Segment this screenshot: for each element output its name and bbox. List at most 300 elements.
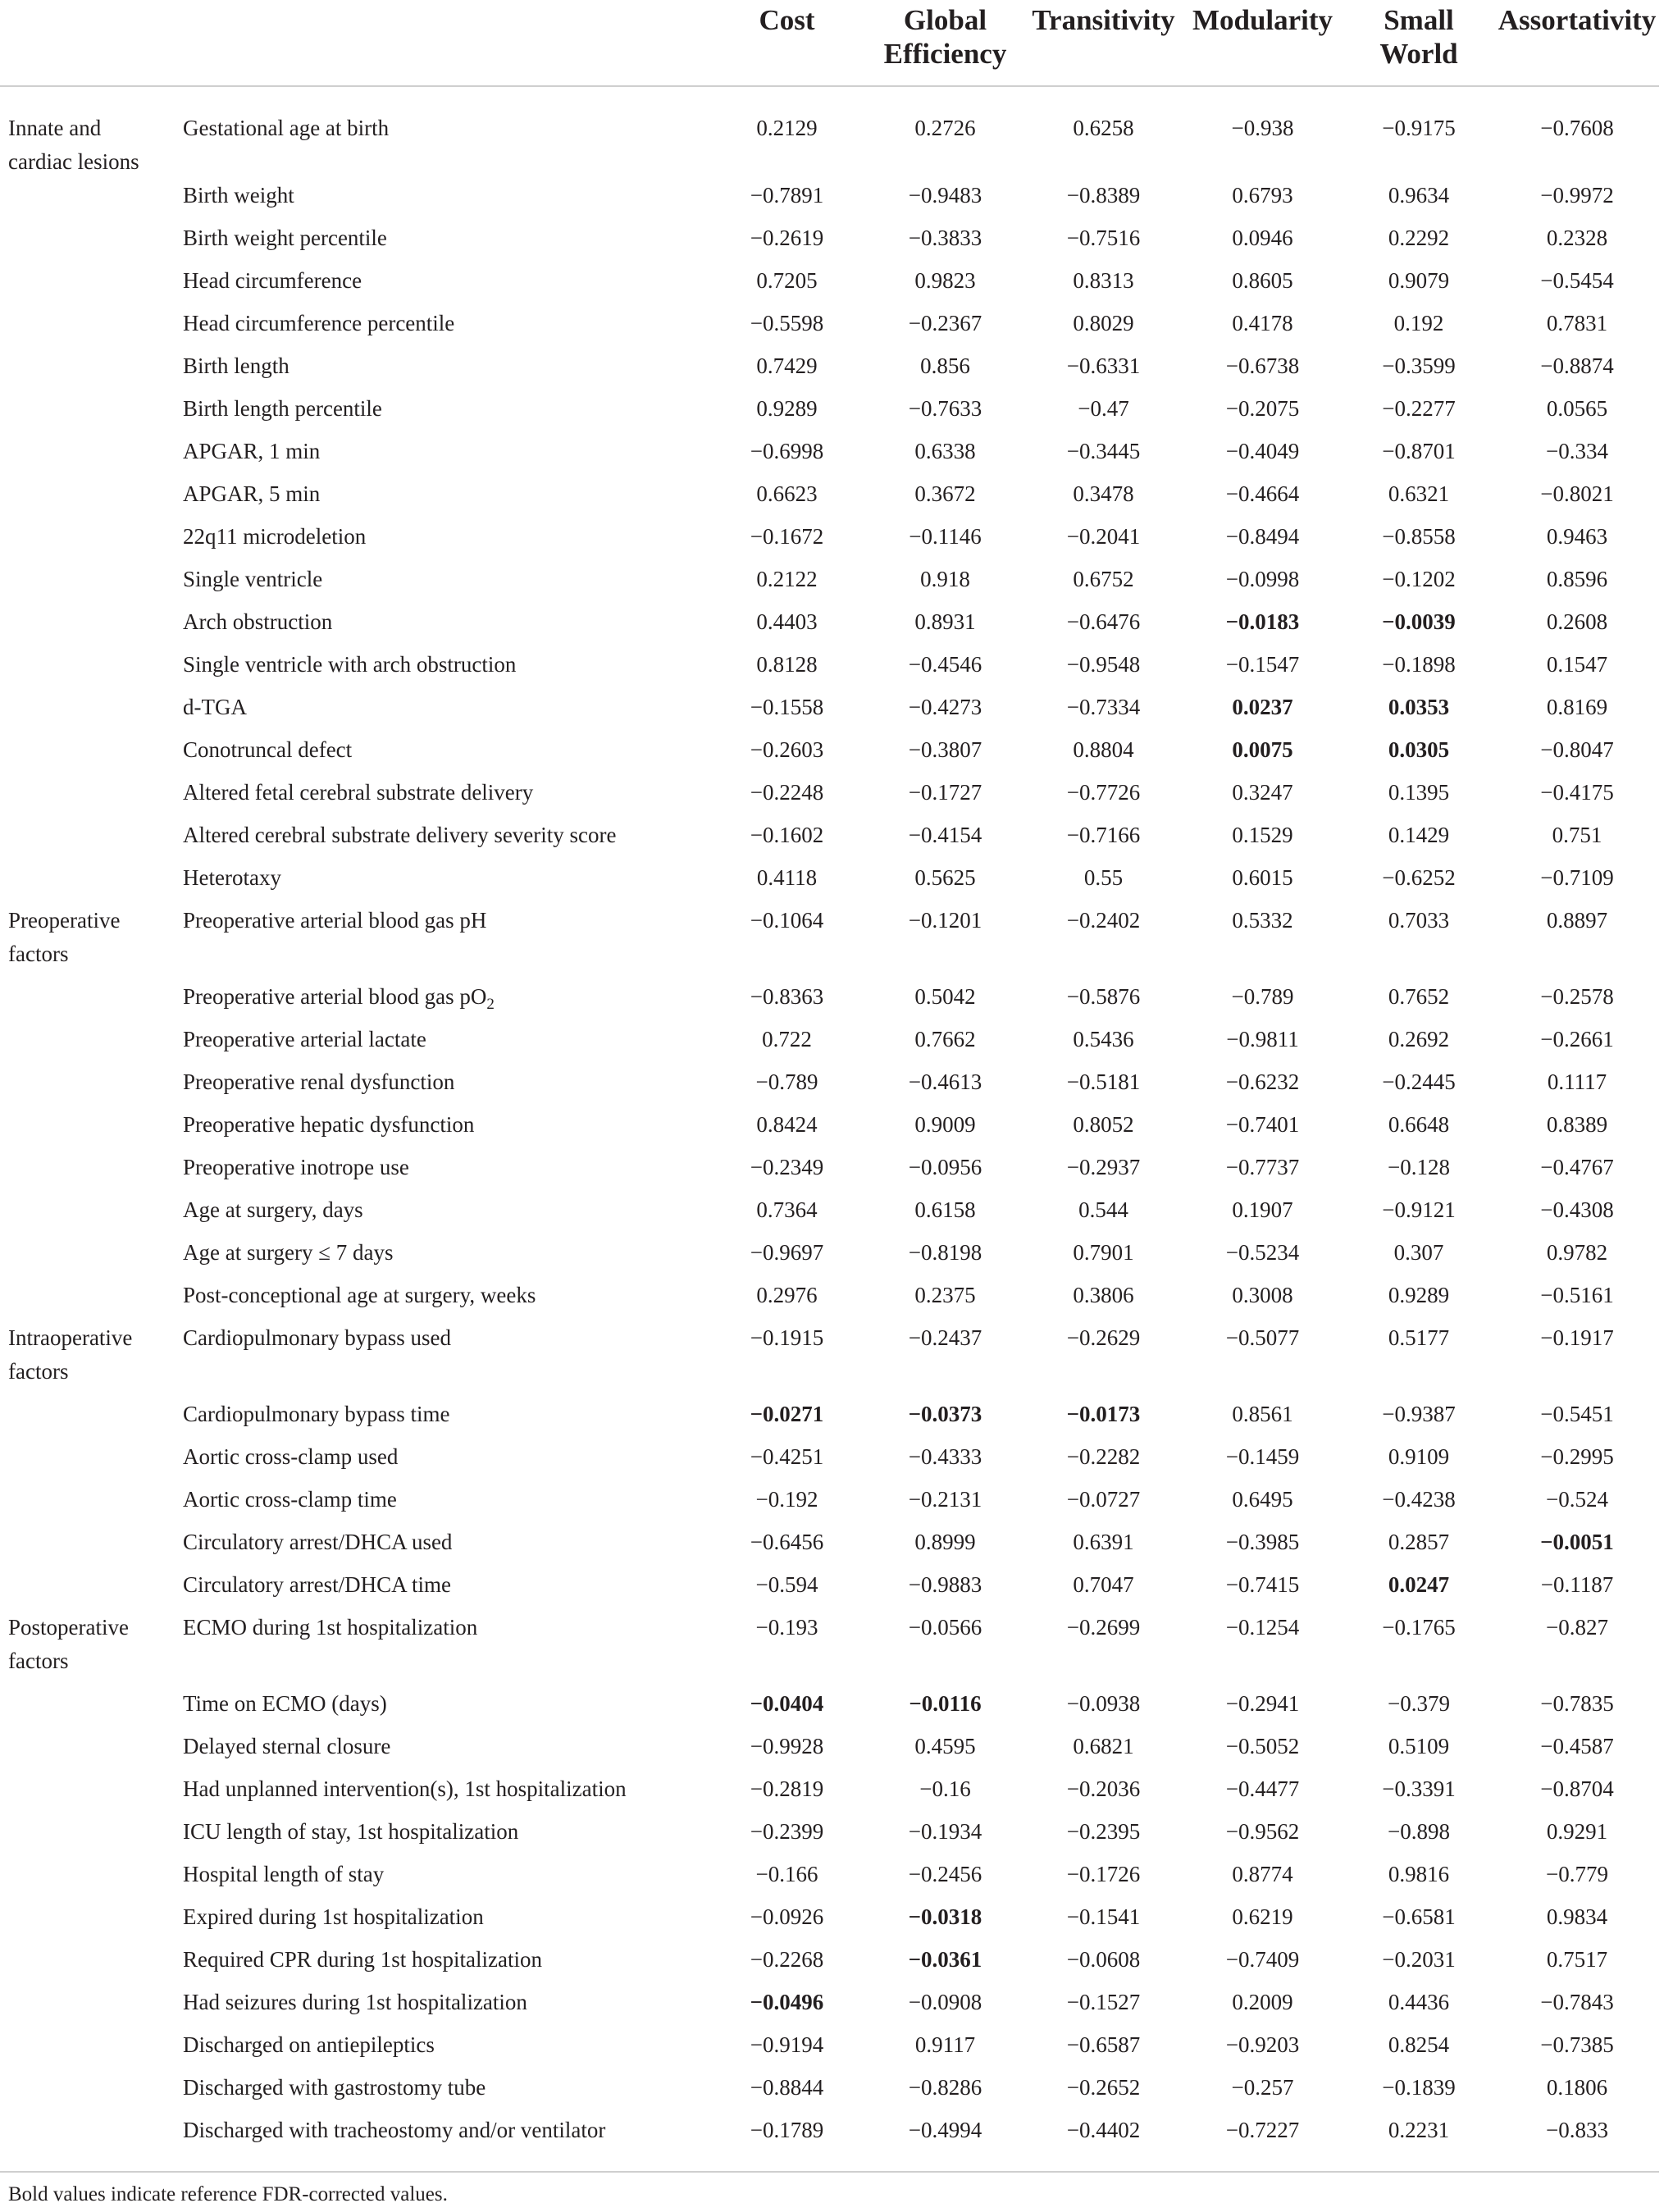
value-cell xyxy=(1495,1900,1659,1943)
value-cell xyxy=(1343,1151,1495,1193)
value-cell xyxy=(1024,819,1183,861)
variable-label xyxy=(176,1687,708,1730)
variable-label xyxy=(176,1065,708,1108)
value: −0.5451 xyxy=(1540,1402,1614,1426)
variable-label-text: Birth length percentile xyxy=(183,396,382,421)
value-cell xyxy=(866,349,1024,392)
value: 0.8052 xyxy=(1073,1112,1134,1137)
value-cell xyxy=(708,1065,866,1108)
value-cell xyxy=(1343,819,1495,861)
value-cell xyxy=(1495,2114,1659,2172)
value: −0.1727 xyxy=(908,780,982,805)
value-cell xyxy=(1343,307,1495,349)
value: −0.6587 xyxy=(1066,2032,1141,2057)
value: −0.4308 xyxy=(1540,1197,1614,1222)
value: −0.2995 xyxy=(1540,1444,1614,1469)
value: 0.8596 xyxy=(1546,567,1608,591)
value-cell xyxy=(1183,221,1343,264)
value-cell xyxy=(1495,776,1659,819)
value: −0.3599 xyxy=(1382,353,1456,378)
value-cell xyxy=(708,1730,866,1772)
value: −0.192 xyxy=(755,1487,818,1512)
table-footnote: Bold values indicate reference FDR-corrected values. xyxy=(8,2183,448,2205)
value: −0.9194 xyxy=(750,2032,824,2057)
value: 0.1547 xyxy=(1546,652,1608,677)
value: −0.594 xyxy=(755,1572,818,1597)
value-cell xyxy=(1343,980,1495,1023)
value-cell xyxy=(708,179,866,221)
value: −0.2041 xyxy=(1066,524,1141,549)
value: 0.4118 xyxy=(756,865,818,890)
group-cell-empty xyxy=(0,861,176,904)
variable-label xyxy=(176,1772,708,1815)
value: 0.7047 xyxy=(1073,1572,1134,1597)
value: −0.8198 xyxy=(908,1240,982,1265)
value-cell xyxy=(708,1568,866,1611)
value-cell xyxy=(1024,179,1183,221)
header-transitivity: Transitivity xyxy=(1032,4,1175,36)
value-cell xyxy=(1343,221,1495,264)
variable-label xyxy=(176,980,708,1023)
value: −0.7409 xyxy=(1225,1947,1300,1972)
table-row xyxy=(0,1568,1659,1611)
group-cell-empty xyxy=(0,819,176,861)
value-cell xyxy=(708,1858,866,1900)
variable-label xyxy=(176,221,708,264)
table-row xyxy=(0,648,1659,691)
variable-label-text: Heterotaxy xyxy=(183,865,281,890)
value-cell xyxy=(1343,1483,1495,1526)
value: −0.128 xyxy=(1388,1155,1450,1179)
value-cell xyxy=(708,2071,866,2114)
value: 0.7429 xyxy=(756,353,818,378)
value-cell xyxy=(1495,1687,1659,1730)
value-cell xyxy=(1343,1065,1495,1108)
value: −0.9175 xyxy=(1382,116,1456,140)
value-cell xyxy=(708,980,866,1023)
variable-label xyxy=(176,819,708,861)
value-cell xyxy=(866,86,1024,179)
value: −0.9121 xyxy=(1382,1197,1456,1222)
value: −0.1254 xyxy=(1225,1615,1300,1640)
value-cell xyxy=(1024,1151,1183,1193)
value: 0.6391 xyxy=(1073,1530,1134,1554)
value: −0.6456 xyxy=(750,1530,824,1554)
table-row xyxy=(0,307,1659,349)
value: −0.1765 xyxy=(1382,1615,1456,1640)
value-cell xyxy=(1183,733,1343,776)
value-cell xyxy=(866,1108,1024,1151)
value: −0.7334 xyxy=(1066,695,1141,719)
group-cell-empty xyxy=(0,1483,176,1526)
value-cell xyxy=(1495,1858,1659,1900)
variable-label xyxy=(176,1321,708,1398)
table-row xyxy=(0,691,1659,733)
variable-label xyxy=(176,1815,708,1858)
header-cost: Cost xyxy=(759,4,815,36)
value: −0.1672 xyxy=(750,524,824,549)
value-bold: −0.0116 xyxy=(909,1691,982,1716)
value: 0.8774 xyxy=(1232,1862,1293,1886)
value-cell xyxy=(866,1236,1024,1279)
value-cell xyxy=(866,307,1024,349)
value: 0.2231 xyxy=(1388,2118,1450,2142)
variable-label-text: Head circumference xyxy=(183,268,362,293)
value: −0.8021 xyxy=(1540,481,1614,506)
table-row xyxy=(0,1108,1659,1151)
value-cell xyxy=(1024,733,1183,776)
value-cell xyxy=(1183,648,1343,691)
value: −0.0926 xyxy=(750,1904,824,1929)
value-cell xyxy=(1343,1023,1495,1065)
value: −0.0908 xyxy=(908,1990,982,2014)
value: −0.2941 xyxy=(1225,1691,1300,1716)
table-row xyxy=(0,1483,1659,1526)
value: −0.8704 xyxy=(1540,1776,1614,1801)
value: 0.6495 xyxy=(1232,1487,1293,1512)
value: 0.8999 xyxy=(914,1530,976,1554)
value-bold: −0.0051 xyxy=(1540,1530,1614,1554)
value-cell xyxy=(1024,264,1183,307)
value: −0.0608 xyxy=(1066,1947,1141,1972)
value-cell xyxy=(1183,477,1343,520)
group-cell-empty xyxy=(0,733,176,776)
table-row xyxy=(0,1730,1659,1772)
value-cell xyxy=(1343,861,1495,904)
value-cell xyxy=(1343,1193,1495,1236)
value-cell xyxy=(1183,819,1343,861)
value-cell xyxy=(708,520,866,563)
value-cell xyxy=(708,1772,866,1815)
value-cell xyxy=(1024,1687,1183,1730)
value-cell xyxy=(1024,1321,1183,1398)
value-cell xyxy=(1024,477,1183,520)
value: −0.3807 xyxy=(908,737,982,762)
value-cell xyxy=(1183,1108,1343,1151)
value: 0.9834 xyxy=(1546,1904,1608,1929)
value: −0.3985 xyxy=(1225,1530,1300,1554)
header-assortativity: Assortativity xyxy=(1498,4,1657,36)
value: −0.4664 xyxy=(1225,481,1300,506)
value: 0.7901 xyxy=(1073,1240,1134,1265)
value-cell xyxy=(1024,563,1183,605)
value: −0.7633 xyxy=(908,396,982,421)
value-cell xyxy=(1024,1193,1183,1236)
group-label xyxy=(0,904,176,980)
table-row xyxy=(0,2071,1659,2114)
value-cell xyxy=(1183,1687,1343,1730)
variable-label xyxy=(176,1730,708,1772)
value-cell xyxy=(1183,980,1343,1023)
value: 0.5042 xyxy=(914,984,976,1009)
variable-label xyxy=(176,776,708,819)
group-cell-empty xyxy=(0,179,176,221)
value-cell xyxy=(866,1730,1024,1772)
value: 0.6338 xyxy=(914,439,976,463)
group-cell-empty xyxy=(0,1151,176,1193)
variable-label-text: Aortic cross-clamp used xyxy=(183,1444,399,1469)
value-cell xyxy=(708,861,866,904)
value-cell xyxy=(1024,776,1183,819)
value: 0.918 xyxy=(920,567,970,591)
variable-label-text: APGAR, 5 min xyxy=(183,481,321,506)
value: −0.2699 xyxy=(1066,1615,1141,1640)
value-cell xyxy=(1343,733,1495,776)
table-row xyxy=(0,1687,1659,1730)
value: −0.6998 xyxy=(750,439,824,463)
value: 0.1395 xyxy=(1388,780,1450,805)
value-cell xyxy=(866,648,1024,691)
value: −0.2268 xyxy=(750,1947,824,1972)
value-cell xyxy=(1183,1065,1343,1108)
value: −0.9548 xyxy=(1066,652,1141,677)
variable-label xyxy=(176,1611,708,1687)
value: −0.257 xyxy=(1231,2075,1294,2100)
value: −0.789 xyxy=(755,1070,818,1094)
value-cell xyxy=(1343,1526,1495,1568)
variable-label xyxy=(176,435,708,477)
value-cell xyxy=(1183,307,1343,349)
value-cell xyxy=(1495,1568,1659,1611)
value-cell xyxy=(866,861,1024,904)
variable-label xyxy=(176,1483,708,1526)
value: −0.379 xyxy=(1388,1691,1450,1716)
value-cell xyxy=(1183,1193,1343,1236)
value: 0.2608 xyxy=(1546,609,1608,634)
table-row xyxy=(0,1815,1659,1858)
value-bold: −0.0404 xyxy=(750,1691,824,1716)
value: 0.7831 xyxy=(1546,311,1608,335)
variable-label xyxy=(176,1943,708,1986)
value: −0.7415 xyxy=(1225,1572,1300,1597)
variable-label xyxy=(176,264,708,307)
value: −0.2036 xyxy=(1066,1776,1141,1801)
value-cell xyxy=(708,733,866,776)
value-cell xyxy=(1024,1986,1183,2028)
value: −0.1187 xyxy=(1540,1572,1614,1597)
table-row xyxy=(0,1943,1659,1986)
value: −0.7401 xyxy=(1225,1112,1300,1137)
value-cell xyxy=(1343,2028,1495,2071)
value-cell xyxy=(1183,2114,1343,2172)
table-row xyxy=(0,435,1659,477)
value-cell xyxy=(1183,1611,1343,1687)
value-cell xyxy=(1495,435,1659,477)
variable-label-text: Post-conceptional age at surgery, weeks xyxy=(183,1283,536,1307)
value: −0.4238 xyxy=(1382,1487,1456,1512)
value: −0.5181 xyxy=(1066,1070,1141,1094)
value-cell xyxy=(1495,1772,1659,1815)
value: −0.1527 xyxy=(1066,1990,1141,2014)
value: 0.9109 xyxy=(1388,1444,1450,1469)
value-cell xyxy=(1183,605,1343,648)
value: 0.5177 xyxy=(1388,1325,1450,1350)
variable-label-text: Birth length xyxy=(183,353,289,378)
value-cell xyxy=(866,1687,1024,1730)
value: 0.6158 xyxy=(914,1197,976,1222)
value-cell xyxy=(1183,1858,1343,1900)
value: −0.5234 xyxy=(1225,1240,1300,1265)
group-cell-empty xyxy=(0,264,176,307)
value-cell xyxy=(708,2114,866,2172)
group-cell-empty xyxy=(0,1279,176,1321)
value-cell xyxy=(1343,392,1495,435)
value: −0.2456 xyxy=(908,1862,982,1886)
variable-label-text: Single ventricle with arch obstruction xyxy=(183,652,517,677)
value-cell xyxy=(1183,1772,1343,1815)
variable-label xyxy=(176,477,708,520)
value-cell xyxy=(1183,1483,1343,1526)
value: −0.7385 xyxy=(1540,2032,1614,2057)
value-cell xyxy=(1343,1943,1495,1986)
value-cell xyxy=(708,1815,866,1858)
value-cell xyxy=(708,2028,866,2071)
value-cell xyxy=(1183,2028,1343,2071)
value-cell xyxy=(1343,2071,1495,2114)
value-cell xyxy=(1183,179,1343,221)
value-cell xyxy=(1343,1398,1495,1440)
value-cell xyxy=(1343,2114,1495,2172)
value-cell xyxy=(708,1321,866,1398)
variable-label-text: Birth weight percentile xyxy=(183,226,387,250)
table-row xyxy=(0,221,1659,264)
value: −0.5598 xyxy=(750,311,824,335)
value-cell xyxy=(708,605,866,648)
variable-label-text: Birth weight xyxy=(183,183,294,208)
value: −0.3833 xyxy=(908,226,982,250)
variable-label-subscript: 2 xyxy=(486,996,495,1013)
group-cell-empty xyxy=(0,691,176,733)
value: −0.1064 xyxy=(750,908,824,933)
value: 0.8029 xyxy=(1073,311,1134,335)
value: −0.2661 xyxy=(1540,1027,1614,1051)
table-row xyxy=(0,1986,1659,2028)
value-cell xyxy=(866,221,1024,264)
value-cell xyxy=(708,904,866,980)
value-cell xyxy=(866,2028,1024,2071)
value: −0.4587 xyxy=(1540,1734,1614,1758)
value-cell xyxy=(1183,1398,1343,1440)
group-label-line: factors xyxy=(8,1649,69,1673)
value: 0.6752 xyxy=(1073,567,1134,591)
value-cell xyxy=(866,1065,1024,1108)
value-cell xyxy=(1495,1193,1659,1236)
value-cell xyxy=(1024,221,1183,264)
table-header xyxy=(0,0,1659,86)
value-cell xyxy=(1495,221,1659,264)
value-cell xyxy=(866,1279,1024,1321)
group-cell-empty xyxy=(0,520,176,563)
value-cell xyxy=(1024,1440,1183,1483)
value: 0.9823 xyxy=(914,268,976,293)
variable-label xyxy=(176,733,708,776)
value: −0.779 xyxy=(1546,1862,1608,1886)
variable-label-text: Preoperative arterial lactate xyxy=(183,1027,426,1051)
value-cell xyxy=(1024,1858,1183,1900)
value-cell xyxy=(1495,520,1659,563)
value: −0.9697 xyxy=(750,1240,824,1265)
value: 0.2122 xyxy=(756,567,818,591)
group-cell-empty xyxy=(0,1568,176,1611)
value: 0.1117 xyxy=(1547,1070,1607,1094)
value-cell xyxy=(866,605,1024,648)
value: 0.751 xyxy=(1552,823,1602,847)
value: 0.5436 xyxy=(1073,1027,1134,1051)
value: −0.47 xyxy=(1078,396,1129,421)
value-cell xyxy=(866,1023,1024,1065)
value-cell xyxy=(1495,1440,1659,1483)
value-cell xyxy=(866,1440,1024,1483)
group-cell-empty xyxy=(0,1730,176,1772)
value-cell xyxy=(708,392,866,435)
value-cell xyxy=(1495,349,1659,392)
value: −0.827 xyxy=(1546,1615,1608,1640)
value: 0.2328 xyxy=(1546,226,1608,250)
variable-label-text: Gestational age at birth xyxy=(183,116,390,140)
value-cell xyxy=(866,179,1024,221)
variable-label xyxy=(176,904,708,980)
variable-label xyxy=(176,392,708,435)
value: 0.6321 xyxy=(1388,481,1450,506)
value-cell xyxy=(1495,1526,1659,1568)
variable-label xyxy=(176,1526,708,1568)
group-cell-empty xyxy=(0,1526,176,1568)
value: −0.5161 xyxy=(1540,1283,1614,1307)
value-cell xyxy=(866,1151,1024,1193)
variable-label-text: Preoperative arterial blood gas pH xyxy=(183,908,487,933)
value-cell xyxy=(708,776,866,819)
value-cell xyxy=(1495,392,1659,435)
value-cell xyxy=(1343,1858,1495,1900)
value-bold: 0.0353 xyxy=(1388,695,1450,719)
value-cell xyxy=(1343,349,1495,392)
value-cell xyxy=(1495,1023,1659,1065)
value-bold: −0.0361 xyxy=(908,1947,982,1972)
value-cell xyxy=(1183,776,1343,819)
value-cell xyxy=(866,1772,1024,1815)
value-cell xyxy=(1183,264,1343,307)
table-row xyxy=(0,1065,1659,1108)
value-bold: −0.0271 xyxy=(750,1402,824,1426)
value-cell xyxy=(1343,520,1495,563)
value-cell xyxy=(708,307,866,349)
value: −0.0938 xyxy=(1066,1691,1141,1716)
variable-label-text: d-TGA xyxy=(183,695,247,719)
value: −0.9928 xyxy=(750,1734,824,1758)
value: −0.8701 xyxy=(1382,439,1456,463)
value-cell xyxy=(708,691,866,733)
value: 0.3672 xyxy=(914,481,976,506)
value-cell xyxy=(1495,1151,1659,1193)
value: 0.7652 xyxy=(1388,984,1450,1009)
value: −0.4546 xyxy=(908,652,982,677)
value-cell xyxy=(1183,1815,1343,1858)
table-row xyxy=(0,477,1659,520)
value-cell xyxy=(1024,520,1183,563)
table-row xyxy=(0,1023,1659,1065)
value-cell xyxy=(1343,1986,1495,2028)
value-bold: −0.0039 xyxy=(1382,609,1456,634)
value: −0.2395 xyxy=(1066,1819,1141,1844)
value-cell xyxy=(1024,1611,1183,1687)
value-bold: 0.0237 xyxy=(1232,695,1293,719)
value: 0.3478 xyxy=(1073,481,1134,506)
value-bold: −0.0496 xyxy=(750,1990,824,2014)
value-cell xyxy=(1183,1900,1343,1943)
group-cell-empty xyxy=(0,477,176,520)
value-cell xyxy=(1343,1687,1495,1730)
group-cell-empty xyxy=(0,1687,176,1730)
